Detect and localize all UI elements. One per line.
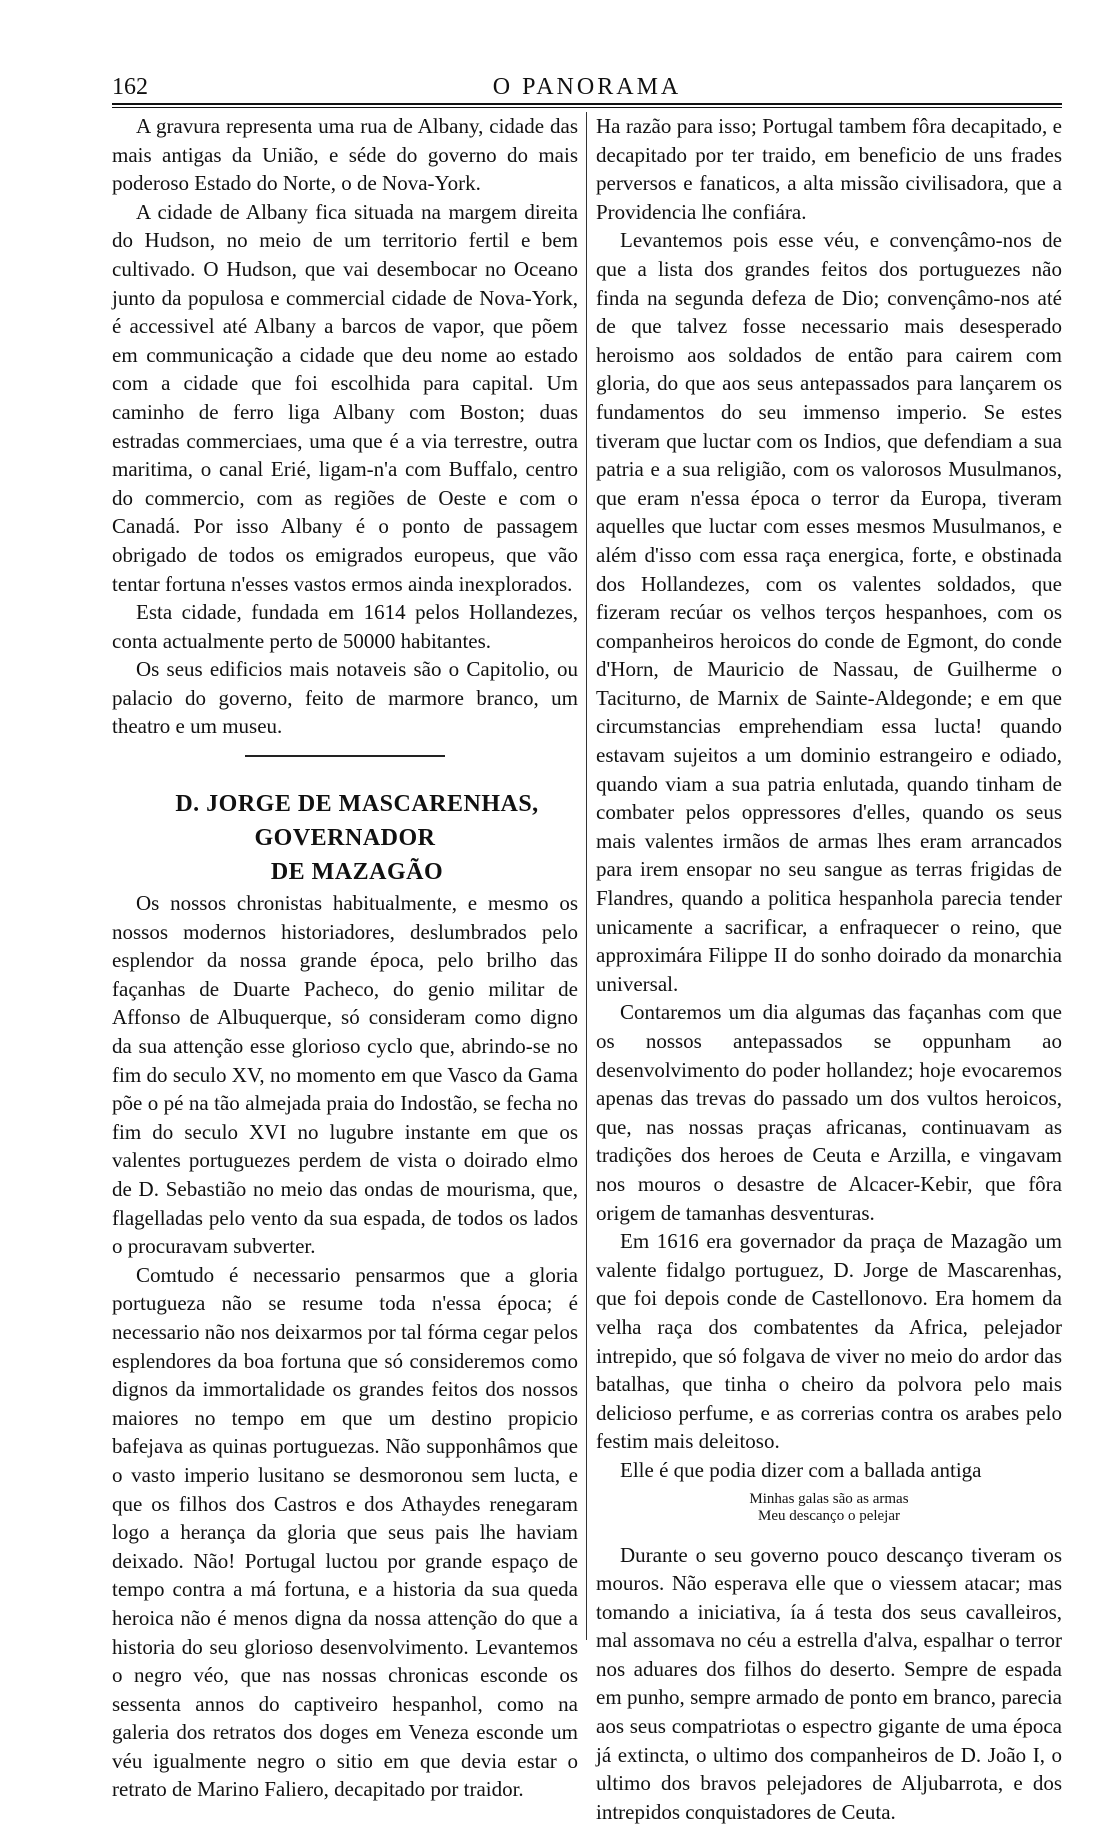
article-paragraph: Elle é que podia dizer com a ballada antiga xyxy=(596,1456,1062,1485)
verse-line: Meu descanço o pelejar xyxy=(596,1508,1062,1525)
albany-paragraph: A gravura representa uma rua de Albany, cidade das mais antigas da União, e séde do governo do mais poderoso Estado do Norte, o de Nova-York. xyxy=(112,112,578,198)
article-paragraph: Contaremos um dia algumas das façanhas com que os nossos antepassados se oppunham ao desenvolvimento do poder hollandez; hoje evocaremos apenas das trevas do passado um dos vultos heroicos, que, nas nossas praças africanas, continuavam as tradições dos heroes de Ceuta e Arzilla, e vingavam nos mouros o desastre de Alcacer-Kebir, que fôra origem de tamanhas desventuras. xyxy=(596,998,1062,1227)
albany-paragraph: A cidade de Albany fica situada na margem direita do Hudson, no meio de um territorio fertil e bem cultivado. O Hudson, que vai desembocar no Oceano junto da populosa e commercial cidade de Nova-York, é accessivel até Albany a barcos de vapor, que põem em communicação a cidade que deu nome ao estado com a cidade que foi escolhida para capital. Um caminho de ferro liga Albany com Boston; duas estradas commerciaes, uma que é a via terrestre, outra maritima, o canal Erié, ligam-n'a com Buffalo, centro do commercio, com as regiões de Oeste e com o Canadá. Por isso Albany é o ponto de passagem obrigado de todos os emigrados europeus, que vão tentar fortuna n'esses vastos ermos ainda inexplorados. xyxy=(112,198,578,598)
verse-line: Minhas galas são as armas xyxy=(596,1491,1062,1508)
article-paragraph: Comtudo é necessario pensarmos que a gloria portugueza não se resume toda n'essa época; é necessario não nos deixarmos por tal fórma cegar pelos esplendores da boa fortuna que só consideremos como dignos da immortalidade os grandes feitos dos nossos maiores no tempo em que um destino propicio bafejava as quinas portuguezas. Não supponhâmos que o vasto imperio lusitano se desmoronou sem lucta, e que os filhos dos Castros e dos Athaydes renegaram logo a herança da gloria que seus pais lhe haviam deixado. Não! Portugal luctou por grande espaço de tempo contra a má fortuna, e a historia da sua queda heroica não é menos digna da nossa attenção do que a historia do seu glorioso desenvolvimento. Levantemos o negro véo, que nas nossas chronicas esconde os sessenta annos do captiveiro hespanhol, como na galeria dos retratos dos doges em Veneza esconde um véu igualmente negro o sitio em que devia estar o retrato de Marino Faliero, decapitado por traidor. xyxy=(112,1261,578,1804)
right-column xyxy=(596,112,1062,1826)
ballad-verse xyxy=(596,1491,1062,1525)
header-rule-thin xyxy=(112,107,1062,108)
article-heading-line2: DE MAZAGÃO xyxy=(112,855,578,889)
section-separator xyxy=(245,755,445,757)
column-divider xyxy=(586,112,587,1640)
albany-paragraph: Esta cidade, fundada em 1614 pelos Hollandezes, conta actualmente perto de 50000 habitantes. xyxy=(112,598,578,655)
article-paragraph: Durante o seu governo pouco descanço tiveram os mouros. Não esperava elle que o viessem atacar; mas tomando a iniciativa, ía á testa dos seus cavalleiros, mal assomava no céu a estrella d'alva, espalhar o terror nos aduares dos filhos do deserto. Sempre de espada em punho, sempre armado de ponto em branco, parecia aos seus compatriotas o espectro gigante de uma época já extincta, o ultimo dos companheiros de D. João I, o ultimo dos bravos pelejadores de Aljubarrota, e dos intrepidos conquistadores de Ceuta. xyxy=(596,1541,1062,1826)
page-header xyxy=(112,68,1062,102)
article-heading: D. JORGE DE MASCARENHAS, GOVERNADOR xyxy=(112,787,578,855)
header-rule xyxy=(112,103,1062,105)
article-paragraph: Levantemos pois esse véu, e convençâmo-nos de que a lista dos grandes feitos dos portuguezes não finda na segunda defeza de Dio; convençâmo-nos até de que talvez fosse necessario mais desesperado heroismo aos soldados de então para cairem com gloria, do que aos seus antepassados para lançarem os fundamentos do seu immenso imperio. Se estes tiveram que luctar com os Indios, que defendiam a sua patria e a sua religião, com os valorosos Musulmanos, que eram n'essa época o terror da Europa, tiveram aquelles que luctar com esses mesmos Musulmanos, e além d'isso com essa raça energica, forte, e obstinada dos Hollandezes, com os valentes soldados, que fizeram recúar os velhos terços hespanhoes, com os companheiros heroicos do conde de Egmont, do conde d'Horn, de Mauricio de Nassau, de Guilherme o Taciturno, de Marnix de Sainte-Aldegonde; e em que circumstancias emprehendiam essa lucta! quando estavam sujeitos a um dominio estrangeiro e odiado, quando viam a sua patria enlutada, quando tinham de combater pelos oppressores d'elles, quando os seus mais valentes irmãos de armas lhes eram arrancados para irem ensopar no seu sangue as terras frigidas de Flandres, quando a politica hespanhola parecia tender unicamente a sacrificar, a enfraquecer o reino, que approximára Filippe II do sonho doirado da monarchia universal. xyxy=(596,226,1062,998)
article-paragraph: Em 1616 era governador da praça de Mazagão um valente fidalgo portuguez, D. Jorge de Mascarenhas, que foi depois conde de Castellonovo. Era homem da velha raça dos combatentes da Africa, pelejador intrepido, que só folgava de viver no meio do ardor das batalhas, que tinha o cheiro da polvora pelo mais delicioso perfume, e as correrias contra os arabes pelo festim mais deleitoso. xyxy=(596,1227,1062,1456)
article-paragraph: Os nossos chronistas habitualmente, e mesmo os nossos modernos historiadores, deslumbrados pelo esplendor da nossa grande época, pelo brilho das façanhas de Duarte Pacheco, do genio militar de Affonso de Albuquerque, só consideram como digno da sua attenção esse glorioso cyclo que, abrindo-se no fim do seculo XV, no momento em que Vasco da Gama põe o pé na tão almejada praia do Indostão, se fecha no fim do seculo XVI no lugubre instante em que os valentes portuguezes perdem de vista o doirado elmo de D. Sebastião no meio das ondas de mourisma, que, flagelladas pelo vento da sua espada, de todos os lados o procuravam subverter. xyxy=(112,889,578,1261)
page-number: 162 xyxy=(112,74,148,101)
journal-title: O PANORAMA xyxy=(112,74,1062,101)
article-continuation: Ha razão para isso; Portugal tambem fôra decapitado, e decapitado por ter traido, em beneficio de uns frades perversos e fanaticos, a alta missão civilisadora, que a Providencia lhe confiára. xyxy=(596,112,1062,226)
albany-paragraph: Os seus edificios mais notaveis são o Capitolio, ou palacio do governo, feito de marmore branco, um theatro e um museu. xyxy=(112,655,578,741)
left-column xyxy=(112,112,578,1804)
